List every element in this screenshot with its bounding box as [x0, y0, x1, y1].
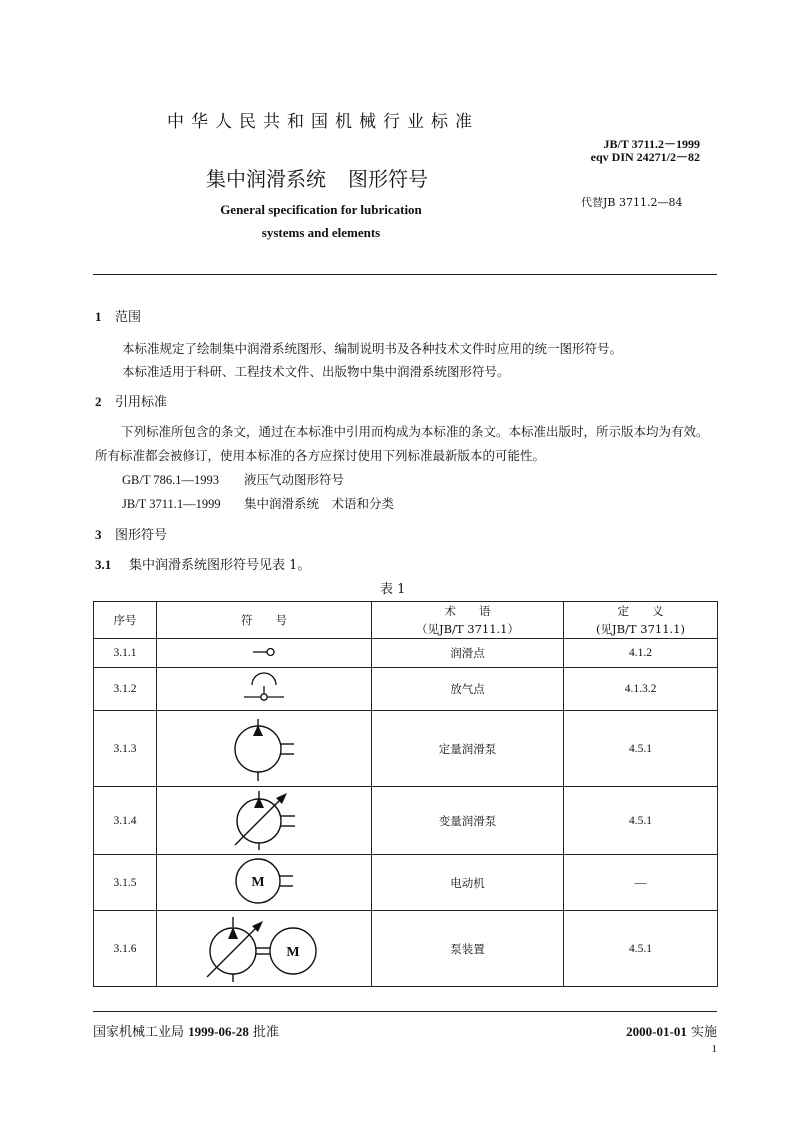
header-term-label: 术 语 — [444, 604, 491, 618]
equivalent-standard: eqv DIN 24271/2－82 — [590, 150, 700, 164]
approval-line — [93, 1021, 279, 1040]
header-def — [564, 602, 718, 639]
symbol-table — [93, 601, 718, 987]
issuer: 国家机械工业局 — [93, 1025, 185, 1040]
header-def-label: 定 义 — [617, 604, 664, 618]
section-3-title: 图形符号 — [115, 528, 168, 543]
reference-code: GB/T 786.1—1993 — [122, 473, 219, 487]
header-def-sub: (见JB/T 3711.1) — [596, 622, 685, 636]
vent-point-symbol — [234, 669, 294, 707]
row-number: 3.1.5 — [94, 855, 157, 911]
symbol-cell — [157, 855, 372, 911]
motor-label: M — [286, 945, 300, 960]
document-title-en — [190, 198, 452, 244]
reference-item — [122, 494, 394, 512]
table-row — [94, 787, 718, 855]
section-1-para-1: 本标准规定了绘制集中润滑系统图形、编制说明书及各种技术文件时应用的统一图形符号。 — [122, 341, 623, 356]
fixed-pump-symbol — [222, 711, 306, 783]
implementation-word: 实施 — [690, 1025, 717, 1040]
section-3-1-number: 3.1 — [95, 557, 112, 572]
reference-code: JB/T 3711.1—1999 — [122, 497, 221, 511]
reference-item — [122, 470, 344, 488]
symbol-cell — [157, 711, 372, 787]
motor-label: M — [251, 875, 265, 890]
header-divider — [93, 274, 717, 275]
page-number: 1 — [711, 1043, 717, 1055]
title-en-line1: General specification for lubrication — [220, 202, 422, 217]
term-cell: 润滑点 — [372, 639, 564, 668]
section-3-number: 3 — [95, 527, 102, 542]
header-term — [372, 602, 564, 639]
table-caption: 表 1 — [380, 582, 406, 597]
section-2-para: 下列标准所包含的条文，通过在本标准中引用而构成为本标准的条文。本标准出版时，所示版本均为有效。所有标准都会被修订，使用本标准的各方应探讨使用下列标准最新版本的可能性。 — [95, 424, 709, 463]
lubrication-point-symbol — [234, 642, 294, 662]
replaces-note: 代替JB 3711.2—84 — [581, 196, 683, 209]
section-2-title: 引用标准 — [115, 395, 168, 410]
term-cell: 泵装置 — [372, 911, 564, 987]
section-3-1-line — [95, 554, 310, 573]
implementation-line — [600, 1021, 717, 1040]
table-row — [94, 668, 718, 711]
row-number: 3.1.2 — [94, 668, 157, 711]
document-title-cn — [206, 163, 428, 192]
section-3-1-text: 集中润滑系统图形符号见表 1。 — [129, 558, 311, 573]
section-1-heading — [95, 306, 141, 325]
table-row — [94, 855, 718, 911]
table-row — [94, 711, 718, 787]
symbol-cell — [157, 639, 372, 668]
row-number: 3.1.6 — [94, 911, 157, 987]
standard-number-block — [560, 138, 700, 164]
approval-date: 1999-06-28 — [188, 1024, 249, 1039]
term-cell: 定量润滑泵 — [372, 711, 564, 787]
pump-unit-symbol — [199, 911, 329, 983]
row-number: 3.1.3 — [94, 711, 157, 787]
implementation-date: 2000-01-01 — [626, 1024, 687, 1039]
section-1-title: 范围 — [115, 310, 142, 325]
term-cell: 电动机 — [372, 855, 564, 911]
standard-number: JB/T 3711.2－1999 — [603, 137, 700, 151]
row-number: 3.1.1 — [94, 639, 157, 668]
motor-symbol — [222, 855, 306, 907]
issuing-body-title: 中华人民共和国机械行业标准 — [167, 112, 479, 132]
footer-divider — [93, 1011, 717, 1012]
definition-cell: 4.1.3.2 — [564, 668, 718, 711]
definition-cell: 4.5.1 — [564, 911, 718, 987]
title-cn-part1: 集中润滑系统 — [206, 167, 326, 191]
definition-cell: — — [564, 855, 718, 911]
header-symbol: 符 号 — [157, 602, 372, 639]
approval-word: 批准 — [252, 1025, 279, 1040]
reference-title: 集中润滑系统 术语和分类 — [244, 496, 395, 511]
header-no: 序号 — [94, 602, 157, 639]
reference-title: 液压气动图形符号 — [244, 472, 345, 487]
term-cell: 放气点 — [372, 668, 564, 711]
section-1-para-2: 本标准适用于科研、工程技术文件、出版物中集中润滑系统图形符号。 — [122, 364, 510, 379]
header-term-sub: （见JB/T 3711.1） — [416, 622, 519, 636]
section-2-heading — [95, 391, 167, 410]
row-number: 3.1.4 — [94, 787, 157, 855]
symbol-cell — [157, 668, 372, 711]
variable-pump-symbol — [219, 787, 309, 851]
definition-cell: 4.1.2 — [564, 639, 718, 668]
section-1-number: 1 — [95, 309, 102, 324]
term-cell: 变量润滑泵 — [372, 787, 564, 855]
table-row — [94, 911, 718, 987]
table-header-row — [94, 602, 718, 639]
definition-cell: 4.5.1 — [564, 711, 718, 787]
section-2-number: 2 — [95, 394, 102, 409]
section-3-heading — [95, 524, 167, 543]
table-row — [94, 639, 718, 668]
symbol-cell — [157, 911, 372, 987]
definition-cell: 4.5.1 — [564, 787, 718, 855]
symbol-cell — [157, 787, 372, 855]
title-en-line2: systems and elements — [261, 225, 381, 240]
title-cn-part2: 图形符号 — [348, 167, 428, 191]
